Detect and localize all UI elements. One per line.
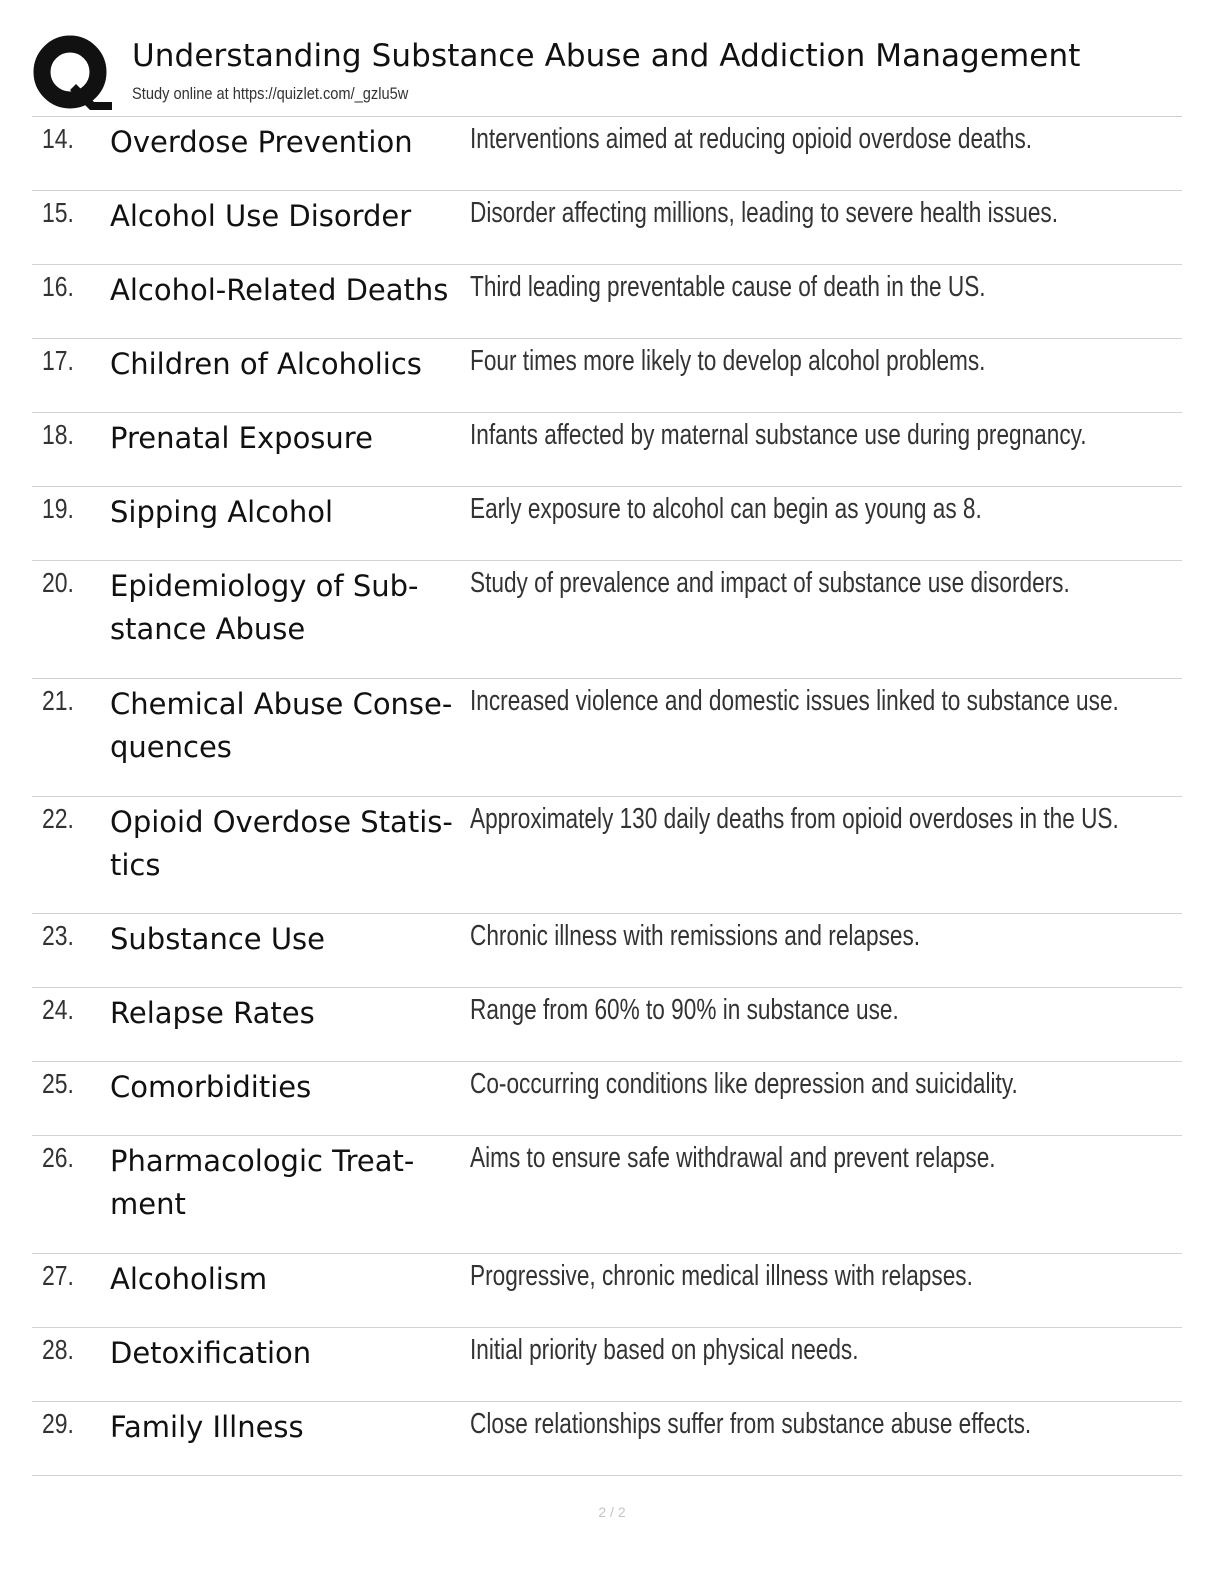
page-title: Understanding Substance Abuse and Addiction Management: [132, 38, 1081, 74]
item-definition: Progressive, chronic medical illness with relapses.: [470, 1260, 973, 1292]
page-number: 2 / 2: [598, 1504, 626, 1520]
list-item: [32, 1136, 1182, 1254]
item-term: Family Illness: [110, 1410, 304, 1444]
item-term: Children of Alcoholics: [110, 347, 422, 381]
list-item: [32, 797, 1182, 914]
study-link-text: Study online at https://quizlet.com/_gzlu5w: [132, 84, 409, 103]
item-number: 29.: [42, 1408, 74, 1439]
item-term: Comorbidities: [110, 1070, 312, 1104]
item-definition: Co-occurring conditions like depression and suicidality.: [470, 1068, 1018, 1100]
item-term: Epidemiology of Sub- stance Abuse: [110, 569, 419, 646]
item-definition: Approximately 130 daily deaths from opioid overdoses in the US.: [470, 803, 1119, 835]
item-definition: Interventions aimed at reducing opioid overdose deaths.: [470, 123, 1033, 155]
item-term: Substance Use: [110, 922, 326, 956]
item-term: Detoxification: [110, 1336, 312, 1370]
page-header: [32, 32, 1192, 116]
item-term: Pharmacologic Treat- ment: [110, 1144, 415, 1221]
flashcard-list: [32, 116, 1182, 1476]
item-number: 27.: [42, 1260, 74, 1291]
item-definition: Early exposure to alcohol can begin as young as 8.: [470, 493, 982, 525]
item-definition: Range from 60% to 90% in substance use.: [470, 994, 899, 1026]
item-number: 26.: [42, 1142, 74, 1173]
list-item: [32, 1402, 1182, 1476]
list-item: [32, 1328, 1182, 1402]
list-item: [32, 988, 1182, 1062]
list-item: [32, 413, 1182, 487]
list-item: [32, 679, 1182, 797]
item-term: Alcohol Use Disorder: [110, 199, 412, 233]
quizlet-logo-icon: [32, 34, 112, 112]
item-definition: Close relationships suffer from substance abuse effects.: [470, 1408, 1032, 1440]
list-item: [32, 1062, 1182, 1136]
item-number: 28.: [42, 1334, 74, 1365]
item-term: Chemical Abuse Conse- quences: [110, 687, 453, 764]
item-definition: Study of prevalence and impact of substance use disorders.: [470, 567, 1070, 599]
item-number: 22.: [42, 803, 74, 834]
list-item: [32, 265, 1182, 339]
item-definition: Infants affected by maternal substance use during pregnancy.: [470, 419, 1087, 451]
list-item: [32, 914, 1182, 988]
item-definition: Aims to ensure safe withdrawal and prevent relapse.: [470, 1142, 996, 1174]
item-term: Alcoholism: [110, 1262, 268, 1296]
item-definition: Chronic illness with remissions and relapses.: [470, 920, 921, 952]
item-number: 25.: [42, 1068, 74, 1099]
list-item: [32, 561, 1182, 679]
item-number: 24.: [42, 994, 74, 1025]
list-item: [32, 1254, 1182, 1328]
item-number: 21.: [42, 685, 74, 716]
item-number: 15.: [42, 197, 74, 228]
item-number: 16.: [42, 271, 74, 302]
list-item: [32, 117, 1182, 191]
item-term: Opioid Overdose Statis- tics: [110, 805, 453, 882]
item-number: 19.: [42, 493, 74, 524]
item-term: Relapse Rates: [110, 996, 315, 1030]
item-number: 18.: [42, 419, 74, 450]
item-number: 20.: [42, 567, 74, 598]
item-definition: Initial priority based on physical needs.: [470, 1334, 859, 1366]
item-term: Overdose Prevention: [110, 125, 413, 159]
item-definition: Third leading preventable cause of death in the US.: [470, 271, 986, 303]
item-term: Alcohol-Related Deaths: [110, 273, 449, 307]
item-term: Sipping Alcohol: [110, 495, 334, 529]
list-item: [32, 339, 1182, 413]
item-number: 14.: [42, 123, 74, 154]
list-item: [32, 191, 1182, 265]
item-number: 23.: [42, 920, 74, 951]
item-term: Prenatal Exposure: [110, 421, 373, 455]
item-definition: Increased violence and domestic issues linked to substance use.: [470, 685, 1119, 717]
item-number: 17.: [42, 345, 74, 376]
item-definition: Disorder affecting millions, leading to severe health issues.: [470, 197, 1059, 229]
item-definition: Four times more likely to develop alcohol problems.: [470, 345, 986, 377]
list-item: [32, 487, 1182, 561]
